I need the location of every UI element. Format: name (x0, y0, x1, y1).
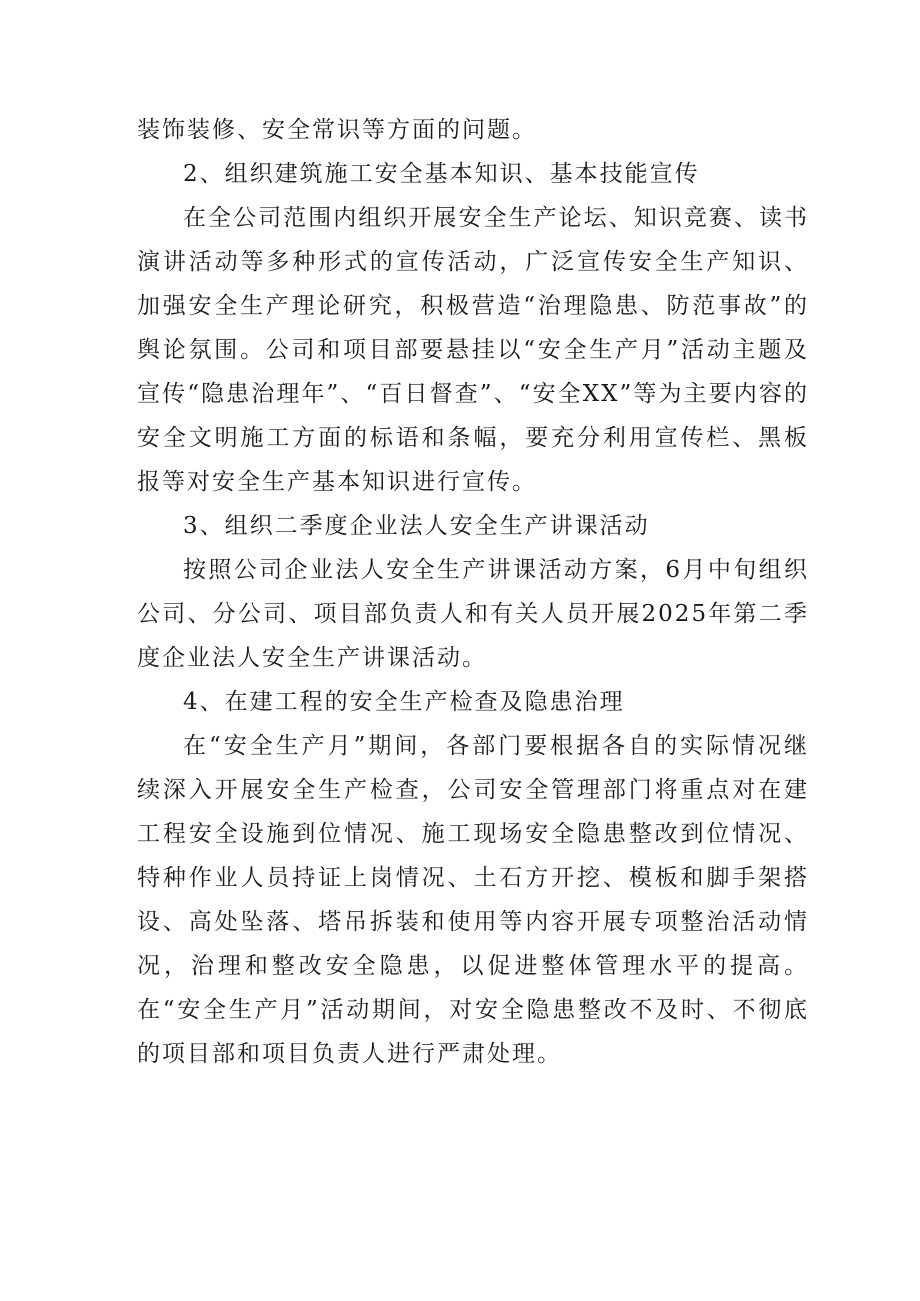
document-body (137, 108, 809, 1076)
paragraph-continuation: 装饰装修、安全常识等方面的问题。 (137, 117, 537, 143)
section-heading-2: 2、组织建筑施工安全基本知识、基本技能宣传 (183, 161, 700, 187)
paragraph-publicity: 在全公司范围内组织开展安全生产论坛、知识竞赛、读书演讲活动等多种形式的宣传活动，广泛宣传安全生产知识、加强安全生产理论研究，积极营造“治理隐患、防范事故”的舆论氛围。公司和项目部要悬挂以“安全生产月”活动主题及宣传“隐患治理年”、“百日督查”、“安全XX”等为主要内容的安全文明施工方面的标语和条幅，要充分利用宣传栏、黑板报等对安全生产基本知识进行宣传。 (137, 205, 809, 495)
paragraph-inspection: 在“安全生产月”期间，各部门要根据各自的实际情况继续深入开展安全生产检查，公司安全管理部门将重点对在建工程安全设施到位情况、施工现场安全隐患整改到位情况、特种作业人员持证上岗情况、土石方开挖、模板和脚手架搭设、高处坠落、塔吊拆装和使用等内容开展专项整治活动情况，治理和整改安全隐患，以促进整体管理水平的提高。在“安全生产月”活动期间，对安全隐患整改不及时、不彻底的项目部和项目负责人进行严肃处理。 (137, 733, 809, 1067)
section-heading-3: 3、组织二季度企业法人安全生产讲课活动 (183, 513, 650, 539)
paragraph-lecture: 按照公司企业法人安全生产讲课活动方案，6月中旬组织公司、分公司、项目部负责人和有关人员开展2025年第二季度企业法人安全生产讲课活动。 (137, 557, 809, 671)
section-heading-4: 4、在建工程的安全生产检查及隐患治理 (183, 689, 625, 715)
